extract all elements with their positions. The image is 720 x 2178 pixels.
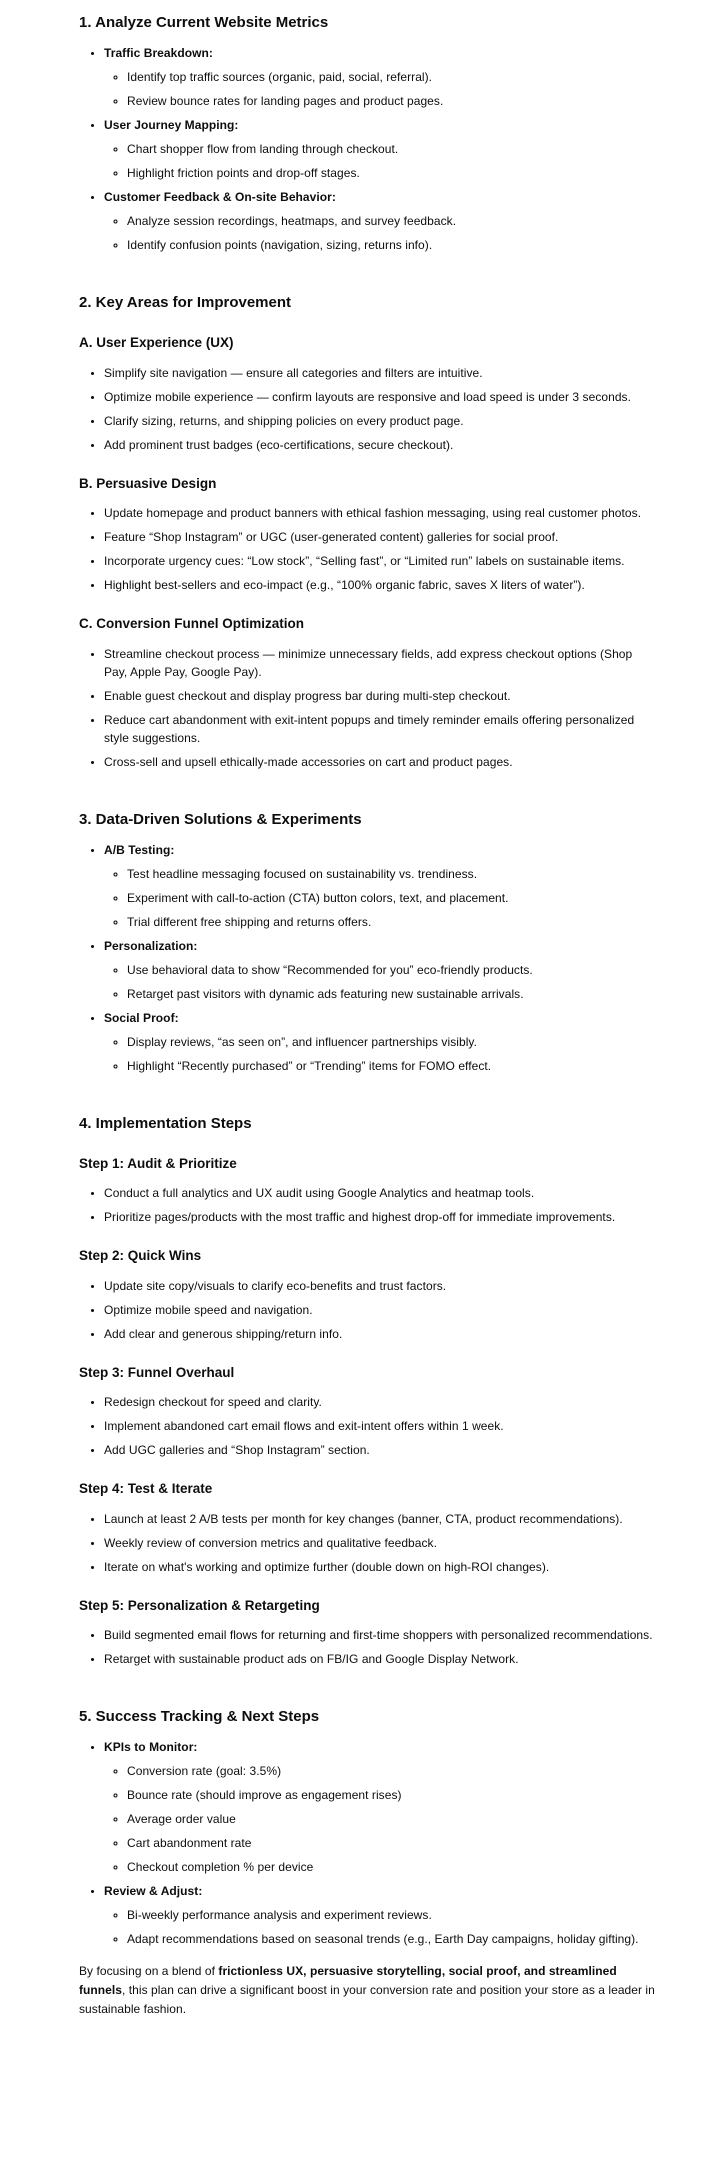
bullet-list	[79, 364, 658, 454]
sub-list-item: ◦ Identify confusion points (navigation, sizing, returns info).	[127, 236, 658, 254]
section-heading: 3. Data-Driven Solutions & Experiments	[79, 810, 362, 828]
bullet-list	[79, 841, 658, 1075]
list-item-text: Iterate on what's working and optimize further (double down on high-ROI changes).	[104, 1559, 550, 1574]
list-item	[104, 1882, 658, 1948]
bullet-list	[79, 1277, 658, 1343]
subsection-heading: B. Persuasive Design	[79, 475, 217, 491]
bullet-list	[79, 44, 658, 254]
list-item	[104, 841, 658, 931]
bullet-list	[79, 1393, 658, 1459]
subsection-heading: Step 3: Funnel Overhaul	[79, 1364, 235, 1380]
list-item-text: Launch at least 2 A/B tests per month for key changes (banner, CTA, product recommendations).	[104, 1511, 623, 1526]
list-item-label: Customer Feedback & On-site Behavior:	[104, 190, 336, 204]
sub-list-item: ◦ Use behavioral data to show “Recommended for you” eco-friendly products.	[127, 961, 658, 979]
list-item	[104, 1301, 658, 1319]
list-item	[104, 552, 658, 570]
list-item-text: Add clear and generous shipping/return info.	[104, 1326, 343, 1341]
list-item	[104, 1184, 658, 1202]
list-item	[104, 1738, 658, 1876]
sub-list-item: ◦ Adapt recommendations based on seasonal trends (e.g., Earth Day campaigns, holiday gifting).	[127, 1930, 658, 1948]
list-item	[104, 1441, 658, 1459]
list-item-text: Clarify sizing, returns, and shipping policies on every product page.	[104, 413, 464, 428]
list-item-text: Enable guest checkout and display progress bar during multi-step checkout.	[104, 688, 511, 703]
sub-list-item: ◦ Test headline messaging focused on sustainability vs. trendiness.	[127, 865, 658, 883]
subsection-heading: Step 5: Personalization & Retargeting	[79, 1597, 320, 1613]
sub-list-item: ◦ Highlight friction points and drop-off stages.	[127, 164, 658, 182]
sub-list-item: ◦ Trial different free shipping and returns offers.	[127, 913, 658, 931]
list-item-label: KPIs to Monitor:	[104, 1740, 198, 1754]
bullet-list	[79, 504, 658, 594]
list-item	[104, 1393, 658, 1411]
sub-list-item: ◦ Conversion rate (goal: 3.5%)	[127, 1762, 658, 1780]
list-item	[104, 364, 658, 382]
sub-list-item: ◦ Bounce rate (should improve as engagement rises)	[127, 1786, 658, 1804]
list-item	[104, 388, 658, 406]
list-item	[104, 504, 658, 522]
section-heading: 4. Implementation Steps	[79, 1114, 252, 1132]
list-item-text: Cross-sell and upsell ethically-made accessories on cart and product pages.	[104, 754, 513, 769]
sub-bullet-list	[104, 961, 658, 1003]
section-heading: 5. Success Tracking & Next Steps	[79, 1708, 320, 1725]
list-item	[104, 1208, 658, 1226]
list-item	[104, 711, 658, 747]
sub-bullet-list	[104, 1762, 658, 1876]
list-item-text: Build segmented email flows for returning and first-time shoppers with personalized recommendations.	[104, 1628, 653, 1642]
list-item-text: Prioritize pages/products with the most traffic and highest drop-off for immediate improvements.	[104, 1210, 616, 1224]
subsection-heading: C. Conversion Funnel Optimization	[79, 616, 305, 631]
list-item-text: Update site copy/visuals to clarify eco-benefits and trust factors.	[104, 1278, 447, 1293]
list-item	[104, 1510, 658, 1528]
sub-bullet-list	[104, 865, 658, 931]
sub-list-item: ◦ Cart abandonment rate	[127, 1834, 658, 1852]
list-item-text: Optimize mobile speed and navigation.	[104, 1302, 313, 1317]
sub-list-item: ◦ Checkout completion % per device	[127, 1858, 658, 1876]
list-item-text: Conduct a full analytics and UX audit using Google Analytics and heatmap tools.	[104, 1186, 535, 1200]
list-item	[104, 576, 658, 594]
list-item-text: Reduce cart abandonment with exit-intent popups and timely reminder emails offering personalized style suggestions.	[104, 712, 635, 745]
list-item-label: Review & Adjust:	[104, 1884, 203, 1898]
section-heading: 2. Key Areas for Improvement	[79, 294, 292, 311]
list-item-label: A/B Testing:	[104, 842, 175, 857]
subsection-heading: Step 1: Audit & Prioritize	[79, 1155, 237, 1171]
list-item	[104, 1417, 658, 1435]
bullet-list	[79, 1626, 658, 1668]
list-item	[104, 188, 658, 254]
list-item-text: Simplify site navigation — ensure all categories and filters are intuitive.	[104, 365, 483, 380]
list-item	[104, 528, 658, 546]
sub-list-item: ◦ Review bounce rates for landing pages and product pages.	[127, 92, 658, 110]
list-item	[104, 1277, 658, 1295]
list-item	[104, 1650, 658, 1668]
sub-bullet-list	[104, 1033, 658, 1075]
list-item	[104, 412, 658, 430]
list-item	[104, 1626, 658, 1644]
paragraph-bold-run: frictionless UX, persuasive storytelling, social proof, and streamlined funnels	[79, 1964, 617, 1998]
list-item	[104, 753, 658, 771]
sub-list-item: ◦ Display reviews, “as seen on”, and influencer partnerships visibly.	[127, 1033, 658, 1051]
bullet-list	[79, 1510, 658, 1576]
list-item-text: Streamline checkout process — minimize unnecessary fields, add express checkout options (Shop Pay, Apple Pay, Google Pay).	[104, 646, 633, 679]
sub-list-item: ◦ Average order value	[127, 1810, 658, 1828]
list-item-text: Incorporate urgency cues: “Low stock”, “Selling fast”, or “Limited run” labels on sustainable items.	[104, 554, 625, 568]
list-item-text: Add UGC galleries and “Shop Instagram” section.	[104, 1443, 370, 1457]
sub-list-item: ◦ Retarget past visitors with dynamic ads featuring new sustainable arrivals.	[127, 985, 658, 1003]
list-item	[104, 1009, 658, 1075]
list-item	[104, 436, 658, 454]
list-item-text: Highlight best-sellers and eco-impact (e.g., “100% organic fabric, saves X liters of water”).	[104, 578, 585, 592]
sub-list-item: ◦ Chart shopper flow from landing through checkout.	[127, 140, 658, 158]
list-item	[104, 44, 658, 110]
subsection-heading: A. User Experience (UX)	[79, 335, 234, 350]
bullet-list	[79, 1738, 658, 1948]
section-heading: 1. Analyze Current Website Metrics	[79, 14, 329, 31]
sub-list-item: ◦ Analyze session recordings, heatmaps, and survey feedback.	[127, 212, 658, 230]
list-item-text: Optimize mobile experience — confirm layouts are responsive and load speed is under 3 seconds.	[104, 389, 631, 404]
paragraph-text-run: By focusing on a blend of	[79, 1964, 219, 1978]
bullet-list	[79, 1184, 658, 1226]
subsection-heading: Step 4: Test & Iterate	[79, 1481, 213, 1496]
list-item	[104, 1558, 658, 1576]
list-item-text: Redesign checkout for speed and clarity.	[104, 1395, 322, 1409]
list-item-text: Implement abandoned cart email flows and exit-intent offers within 1 week.	[104, 1419, 504, 1433]
bullet-list	[79, 645, 658, 771]
list-item	[104, 687, 658, 705]
list-item-text: Retarget with sustainable product ads on FB/IG and Google Display Network.	[104, 1652, 519, 1666]
list-item-label: Personalization:	[104, 938, 198, 953]
list-item	[104, 1534, 658, 1552]
sub-bullet-list	[104, 212, 658, 254]
sub-bullet-list	[104, 68, 658, 110]
list-item	[104, 1325, 658, 1343]
list-item	[104, 116, 658, 182]
sub-list-item: ◦ Identify top traffic sources (organic, paid, social, referral).	[127, 68, 658, 86]
list-item	[104, 645, 658, 681]
list-item-label: Social Proof:	[104, 1010, 179, 1025]
paragraph-text-run: , this plan can drive a significant boost in your conversion rate and position your store as a leader in sustainable fashion.	[79, 1983, 655, 2017]
sub-bullet-list	[104, 140, 658, 182]
document-body	[79, 12, 658, 2020]
sub-list-item: ◦ Bi-weekly performance analysis and experiment reviews.	[127, 1906, 658, 1924]
list-item-label: Traffic Breakdown:	[104, 46, 213, 60]
list-item-text: Add prominent trust badges (eco-certifications, secure checkout).	[104, 437, 454, 452]
sub-list-item: ◦ Experiment with call-to-action (CTA) button colors, text, and placement.	[127, 889, 658, 907]
subsection-heading: Step 2: Quick Wins	[79, 1248, 202, 1263]
list-item	[104, 937, 658, 1003]
list-item-text: Feature “Shop Instagram” or UGC (user-generated content) galleries for social proof.	[104, 530, 559, 544]
sub-list-item: ◦ Highlight “Recently purchased” or “Trending” items for FOMO effect.	[127, 1057, 658, 1075]
list-item-text: Update homepage and product banners with ethical fashion messaging, using real customer photos.	[104, 506, 642, 520]
list-item-text: Weekly review of conversion metrics and qualitative feedback.	[104, 1535, 437, 1550]
list-item-label: User Journey Mapping:	[104, 118, 239, 132]
sub-bullet-list	[104, 1906, 658, 1948]
closing-paragraph	[79, 1962, 658, 2020]
